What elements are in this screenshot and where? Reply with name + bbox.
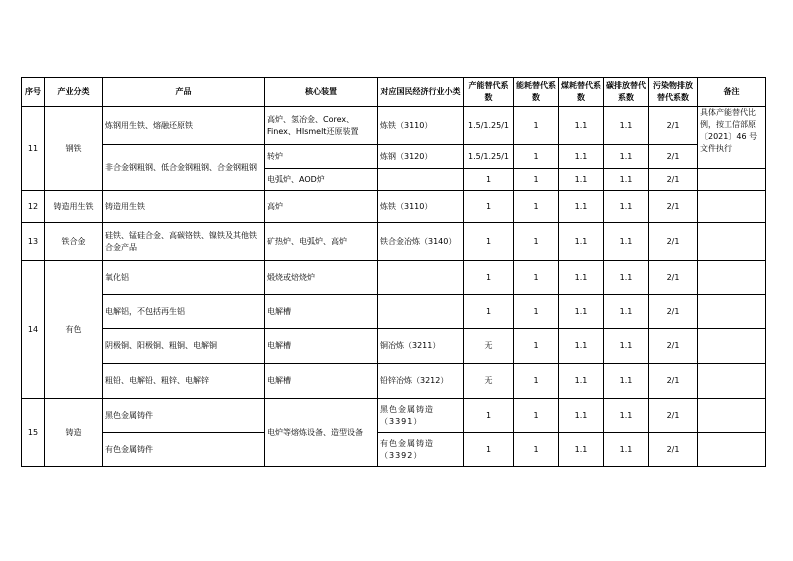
device-cell: 电炉等熔炼设备、造型设备 [265, 399, 378, 467]
coal-cell: 1.1 [559, 191, 604, 223]
carbon-cell: 1.1 [604, 169, 649, 191]
remark-cell [698, 399, 766, 433]
substitution-coefficient-table [21, 77, 766, 467]
energy-cell: 1 [514, 329, 559, 364]
device-cell: 转炉 [265, 145, 378, 169]
energy-cell: 1 [514, 261, 559, 295]
device-cell: 电解槽 [265, 364, 378, 399]
capacity-cell: 1 [464, 261, 514, 295]
industry-cell: 炼铁（3110） [378, 191, 464, 223]
industry-cell [378, 169, 464, 191]
table-row [22, 364, 766, 399]
seq-cell: 12 [22, 191, 45, 223]
carbon-cell: 1.1 [604, 295, 649, 329]
energy-cell: 1 [514, 169, 559, 191]
carbon-cell: 1.1 [604, 261, 649, 295]
product-cell: 阴极铜、阳极铜、粗铜、电解铜 [103, 329, 265, 364]
pollutant-cell: 2/1 [649, 261, 698, 295]
industry-cell [378, 295, 464, 329]
industry-cell [378, 261, 464, 295]
coal-cell: 1.1 [559, 223, 604, 261]
device-cell: 煅烧或焙烧炉 [265, 261, 378, 295]
seq-cell: 11 [22, 107, 45, 191]
header-product: 产品 [103, 78, 265, 107]
coal-cell: 1.1 [559, 169, 604, 191]
table-row [22, 399, 766, 433]
coal-cell: 1.1 [559, 399, 604, 433]
remark-cell [698, 169, 766, 191]
industry-cell: 黑色金属铸造（3391） [378, 399, 464, 433]
table-row [22, 223, 766, 261]
header-device: 核心装置 [265, 78, 378, 107]
energy-cell: 1 [514, 223, 559, 261]
industry-cell: 炼钢（3120） [378, 145, 464, 169]
carbon-cell: 1.1 [604, 329, 649, 364]
remark-cell [698, 261, 766, 295]
product-cell: 非合金钢粗钢、低合金钢粗钢、合金钢粗钢 [103, 145, 265, 191]
header-category: 产业分类 [45, 78, 103, 107]
capacity-cell: 1 [464, 433, 514, 467]
header-row [22, 78, 766, 107]
coal-cell: 1.1 [559, 261, 604, 295]
product-cell: 硅铁、锰硅合金、高碳铬铁、镍铁及其他铁合金产品 [103, 223, 265, 261]
category-cell: 钢铁 [45, 107, 103, 191]
industry-cell: 铅锌冶炼（3212） [378, 364, 464, 399]
coal-cell: 1.1 [559, 145, 604, 169]
header-industry: 对应国民经济行业小类 [378, 78, 464, 107]
capacity-cell: 1.5/1.25/1 [464, 107, 514, 145]
industry-cell: 铜冶炼（3211） [378, 329, 464, 364]
header-capacity: 产能替代系数 [464, 78, 514, 107]
table-row [22, 191, 766, 223]
table-row [22, 261, 766, 295]
capacity-cell: 1 [464, 295, 514, 329]
header-energy: 能耗替代系数 [514, 78, 559, 107]
header-seq: 序号 [22, 78, 45, 107]
category-cell: 有色 [45, 261, 103, 399]
product-cell: 电解铝，不包括再生铝 [103, 295, 265, 329]
header-carbon: 碳排放替代系数 [604, 78, 649, 107]
seq-cell: 15 [22, 399, 45, 467]
coal-cell: 1.1 [559, 295, 604, 329]
pollutant-cell: 2/1 [649, 223, 698, 261]
remark-cell: 具体产能替代比例，按工信部原〔2021〕46 号文件执行 [698, 107, 766, 169]
table-row [22, 145, 766, 169]
table-row [22, 329, 766, 364]
coal-cell: 1.1 [559, 364, 604, 399]
table-row [22, 433, 766, 467]
industry-cell: 炼铁（3110） [378, 107, 464, 145]
capacity-cell: 1.5/1.25/1 [464, 145, 514, 169]
carbon-cell: 1.1 [604, 191, 649, 223]
energy-cell: 1 [514, 191, 559, 223]
product-cell: 氧化铝 [103, 261, 265, 295]
carbon-cell: 1.1 [604, 433, 649, 467]
device-cell: 高炉 [265, 191, 378, 223]
product-cell: 粗铅、电解铅、粗锌、电解锌 [103, 364, 265, 399]
pollutant-cell: 2/1 [649, 169, 698, 191]
pollutant-cell: 2/1 [649, 191, 698, 223]
energy-cell: 1 [514, 107, 559, 145]
capacity-cell: 1 [464, 223, 514, 261]
device-cell: 高炉、氢冶金、Corex、Finex、HIsmelt还原装置 [265, 107, 378, 145]
device-cell: 电解槽 [265, 329, 378, 364]
pollutant-cell: 2/1 [649, 107, 698, 145]
remark-cell [698, 223, 766, 261]
capacity-cell: 1 [464, 169, 514, 191]
capacity-cell: 1 [464, 399, 514, 433]
header-pollutant: 污染物排放替代系数 [649, 78, 698, 107]
device-cell: 矿热炉、电弧炉、高炉 [265, 223, 378, 261]
carbon-cell: 1.1 [604, 223, 649, 261]
seq-cell: 13 [22, 223, 45, 261]
pollutant-cell: 2/1 [649, 295, 698, 329]
remark-cell [698, 295, 766, 329]
energy-cell: 1 [514, 433, 559, 467]
product-cell: 炼钢用生铁、熔融还原铁 [103, 107, 265, 145]
coal-cell: 1.1 [559, 329, 604, 364]
pollutant-cell: 2/1 [649, 145, 698, 169]
industry-cell: 铁合金冶炼（3140） [378, 223, 464, 261]
pollutant-cell: 2/1 [649, 399, 698, 433]
device-cell: 电弧炉、AOD炉 [265, 169, 378, 191]
header-coal: 煤耗替代系数 [559, 78, 604, 107]
table-row [22, 295, 766, 329]
category-cell: 铁合金 [45, 223, 103, 261]
energy-cell: 1 [514, 399, 559, 433]
capacity-cell: 1 [464, 191, 514, 223]
carbon-cell: 1.1 [604, 399, 649, 433]
capacity-cell: 无 [464, 364, 514, 399]
category-cell: 铸造 [45, 399, 103, 467]
remark-cell [698, 191, 766, 223]
carbon-cell: 1.1 [604, 107, 649, 145]
category-cell: 铸造用生铁 [45, 191, 103, 223]
coal-cell: 1.1 [559, 107, 604, 145]
product-cell: 黑色金属铸件 [103, 399, 265, 433]
pollutant-cell: 2/1 [649, 433, 698, 467]
device-cell: 电解槽 [265, 295, 378, 329]
seq-cell: 14 [22, 261, 45, 399]
carbon-cell: 1.1 [604, 145, 649, 169]
energy-cell: 1 [514, 295, 559, 329]
remark-cell [698, 433, 766, 467]
table-row [22, 107, 766, 145]
remark-cell [698, 329, 766, 364]
industry-cell: 有色金属铸造（3392） [378, 433, 464, 467]
coal-cell: 1.1 [559, 433, 604, 467]
pollutant-cell: 2/1 [649, 329, 698, 364]
product-cell: 铸造用生铁 [103, 191, 265, 223]
carbon-cell: 1.1 [604, 364, 649, 399]
energy-cell: 1 [514, 364, 559, 399]
pollutant-cell: 2/1 [649, 364, 698, 399]
capacity-cell: 无 [464, 329, 514, 364]
remark-cell [698, 364, 766, 399]
product-cell: 有色金属铸件 [103, 433, 265, 467]
energy-cell: 1 [514, 145, 559, 169]
header-remark: 备注 [698, 78, 766, 107]
